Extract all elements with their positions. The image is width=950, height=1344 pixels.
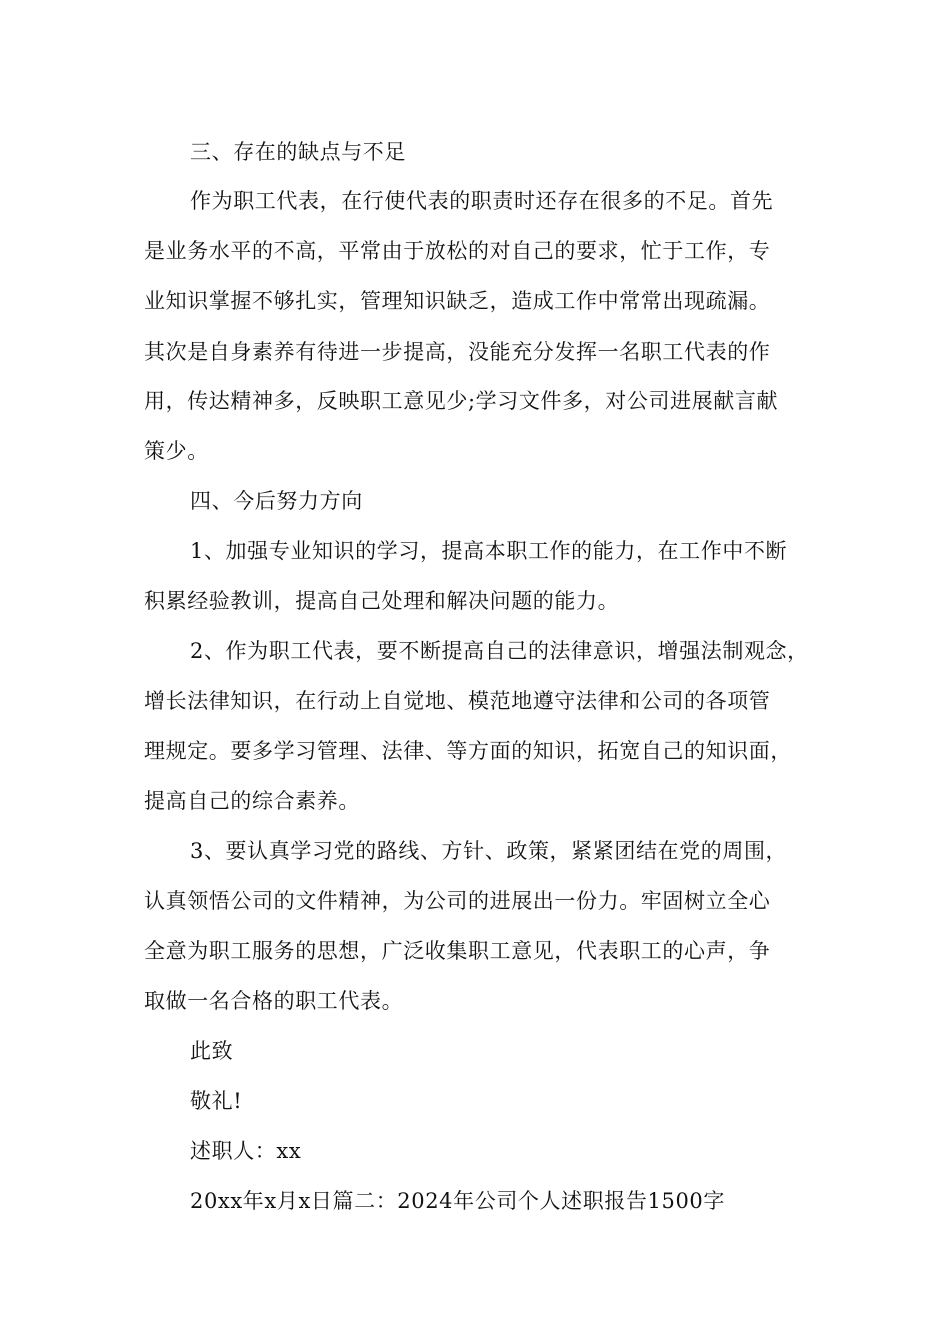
paragraph-line: 提高自己的综合素养。 — [144, 789, 360, 813]
paragraph-line: 2、作为职工代表，要不断提高自己的法律意识，增强法制观念， — [190, 639, 809, 663]
paragraph-line: 3、要认真学习党的路线、方针、政策，紧紧团结在党的周围， — [190, 839, 788, 863]
paragraph-line: 增长法律知识，在行动上自觉地、模范地遵守法律和公司的各项管 — [144, 689, 771, 713]
paragraph-line: 积累经验教训，提高自己处理和解决问题的能力。 — [144, 589, 620, 613]
reporter-signature: 述职人：xx — [190, 1139, 302, 1163]
paragraph-line: 策少。 — [144, 439, 209, 463]
paragraph-line: 理规定。要多学习管理、法律、等方面的知识，拓宽自己的知识面， — [144, 739, 792, 763]
paragraph-line: 作为职工代表，在行使代表的职责时还存在很多的不足。首先 — [190, 189, 774, 213]
closing-salutation: 此致 — [190, 1039, 234, 1063]
paragraph-line: 其次是自身素养有待进一步提高，没能充分发挥一名职工代表的作 — [144, 340, 771, 364]
section-heading-future-direction: 四、今后努力方向 — [190, 489, 363, 513]
paragraph-line: 业知识掌握不够扎实，管理知识缺乏，造成工作中常常出现疏漏。 — [144, 289, 771, 313]
paragraph-line: 取做一名合格的职工代表。 — [144, 989, 404, 1013]
paragraph-line: 认真领悟公司的文件精神，为公司的进展出一份力。牢固树立全心 — [144, 889, 771, 913]
date-and-next-title: 20xx年x月x日篇二：2024年公司个人述职报告1500字 — [190, 1189, 725, 1213]
closing-regards: 敬礼! — [190, 1089, 243, 1113]
paragraph-line: 用，传达精神多，反映职工意见少;学习文件多，对公司进展献言献 — [144, 389, 779, 413]
paragraph-line: 1、加强专业知识的学习，提高本职工作的能力，在工作中不断 — [190, 539, 788, 563]
section-heading-shortcomings: 三、存在的缺点与不足 — [190, 140, 406, 164]
paragraph-line: 是业务水平的不高，平常由于放松的对自己的要求，忙于工作，专 — [144, 239, 771, 263]
paragraph-line: 全意为职工服务的思想，广泛收集职工意见，代表职工的心声，争 — [144, 939, 771, 963]
